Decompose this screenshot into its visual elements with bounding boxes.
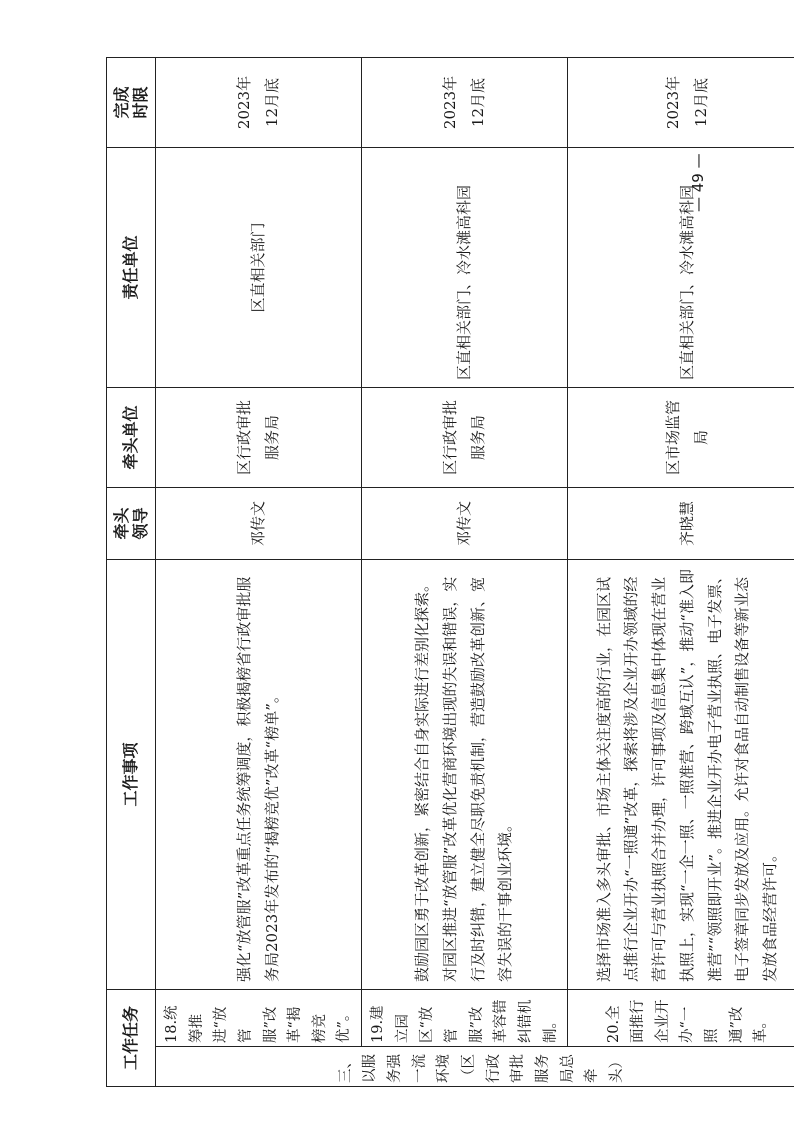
resp-unit-20: 区直相关部门、冷水滩高科园 (568, 147, 794, 387)
leader-19: 邓传文 (362, 487, 568, 559)
header-lead-unit: 牵头单位 (107, 387, 156, 487)
resp-unit-18: 区直相关部门 (156, 147, 362, 387)
deadline-18: 2023年 12月底 (156, 57, 362, 147)
header-deadline: 完成 时限 (107, 57, 156, 147)
rotated-table-container (106, 58, 780, 1087)
lead-unit-20: 区市场监管局 (568, 387, 794, 487)
deadline-19: 2023年 12月底 (362, 57, 568, 147)
page-number: — 49 — (689, 153, 707, 212)
header-item: 工作事项 (107, 559, 156, 989)
subtask-19: 19.建立园区“放管服”改革容错纠错机制。 (362, 989, 568, 1046)
deadline-20: 2023年 12月底 (568, 57, 794, 147)
item-20: 选择市场准入多头审批、市场主体关注度高的行业，在园区试点推行企业开办“一照通”改革，探索将涉及企业开办领域的经营许可与营业执照合并办理，许可事项及信息集中体现在营业执照上，实现“一企一照、一照准营、跨域互认”，推动“准入即准营”“领照即开业”。推进企业开办电子营业执照、电子发票、电子签章同步发放及应用。允许对食品自动制售设备等新业态发放食品经营许可。 (568, 559, 794, 989)
group-title: 三、以服务强一流环境（区行政审批服务局总牵头） (156, 1047, 794, 1087)
item-18: 强化“放管服”改革重点任务统筹调度，积极揭榜省行政审批服务局2023年发布的“揭榜竞优”改革“榜单”。 (156, 559, 362, 989)
lead-unit-18: 区行政审批服务局 (156, 387, 362, 487)
table-header-row (107, 57, 156, 1086)
leader-20: 齐晓慧 (568, 487, 794, 559)
subtask-18: 18.统筹推进“放管服”改革“揭榜竞优”。 (156, 989, 362, 1046)
item-19: 鼓励园区勇于改革创新，紧密结合自身实际进行差别化探索。对园区推进“放管服”改革优化营商环境出现的失误和错误，实行及时纠错，建立健全尽职免责机制，营造鼓励改革创新、宽容失误的干事创业环境。 (362, 559, 568, 989)
lead-unit-19: 区行政审批服务局 (362, 387, 568, 487)
resp-unit-19: 区直相关部门、冷水滩高科园 (362, 147, 568, 387)
header-resp-unit: 责任单位 (107, 147, 156, 387)
subtask-20: 20.全面推行企业开办“一照通”改革。 (568, 989, 794, 1046)
header-task: 工作任务 (107, 989, 156, 1086)
header-leader: 牵头 领导 (107, 487, 156, 559)
table-row (362, 57, 568, 1086)
table-row (156, 57, 362, 1086)
leader-18: 邓传文 (156, 487, 362, 559)
